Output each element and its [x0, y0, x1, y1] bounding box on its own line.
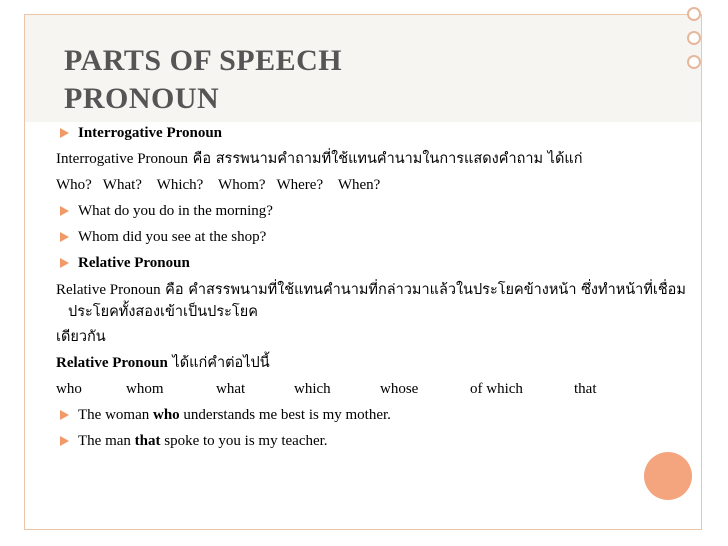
relative-word: that: [574, 381, 597, 397]
decorative-ring: [687, 7, 701, 21]
bullet-icon: [60, 258, 69, 268]
relative-list-en: Relative Pronoun: [56, 355, 168, 371]
bullet-icon: [60, 436, 69, 446]
bullet-example-q1: [58, 201, 698, 227]
decorative-circle: [644, 452, 692, 500]
relative-word: whose: [380, 381, 419, 397]
example-q1: What do you do in the morning?: [78, 203, 273, 219]
decorative-ring: [687, 55, 701, 69]
bullet-example-q2: [58, 227, 698, 253]
interrogative-definition: [56, 149, 698, 175]
title-line-1: PARTS OF SPEECH: [64, 44, 343, 77]
relative-def-th: คือ คำสรรพนามที่ใช้แทนคำนามที่กล่าวมาแล้วในประโยคข้างหน้า ซึ่งทำหน้าที่เชื่อมประโยคทั้งสองเข้าเป็นประโยค: [68, 282, 686, 320]
bullet-example-r1: [58, 405, 698, 431]
bullet-example-r2: [58, 431, 698, 457]
example-r2-before: The man: [78, 433, 135, 449]
relative-words-row: [56, 379, 698, 405]
relative-def-th-cont: เดียวกัน: [56, 329, 106, 345]
bullet-icon: [60, 410, 69, 420]
title-line-2: PRONOUN: [64, 82, 220, 115]
bullet-icon: [60, 232, 69, 242]
question-words: Who? What? Which? Whom? Where? When?: [56, 177, 381, 193]
example-r1-key: who: [152, 407, 180, 423]
example-r2-key: that: [134, 433, 161, 449]
interrogative-def-th: คือ สรรพนามคำถามที่ใช้แทนคำนามในการแสดงคำถาม ได้แก่: [188, 151, 583, 167]
interrogative-heading: Interrogative Pronoun: [78, 125, 223, 141]
relative-word: who: [56, 381, 82, 397]
relative-def-en: Relative Pronoun: [56, 282, 161, 298]
example-q2: Whom did you see at the shop?: [78, 229, 267, 245]
interrogative-def-en: Interrogative Pronoun: [56, 151, 189, 167]
bullet-icon: [60, 206, 69, 216]
bullet-relative-heading: [58, 253, 698, 279]
example-r1-before: The woman: [78, 407, 153, 423]
bullet-icon: [60, 128, 69, 138]
relative-definition: [56, 279, 688, 323]
relative-list-th: ได้แก่คำต่อไปนี้: [167, 355, 270, 371]
relative-word: of which: [470, 381, 523, 397]
slide-title: [64, 42, 342, 118]
relative-heading: Relative Pronoun: [78, 255, 190, 271]
slide-content: [58, 123, 698, 457]
relative-definition-cont: [56, 327, 698, 353]
example-r1-after: understands me best is my mother.: [179, 407, 391, 423]
example-r2-after: spoke to you is my teacher.: [160, 433, 328, 449]
relative-word: which: [294, 381, 331, 397]
relative-list-intro: [56, 353, 698, 379]
relative-word: whom: [126, 381, 164, 397]
relative-word: what: [216, 381, 246, 397]
decorative-ring: [687, 31, 701, 45]
bullet-interrogative-heading: [58, 123, 698, 149]
